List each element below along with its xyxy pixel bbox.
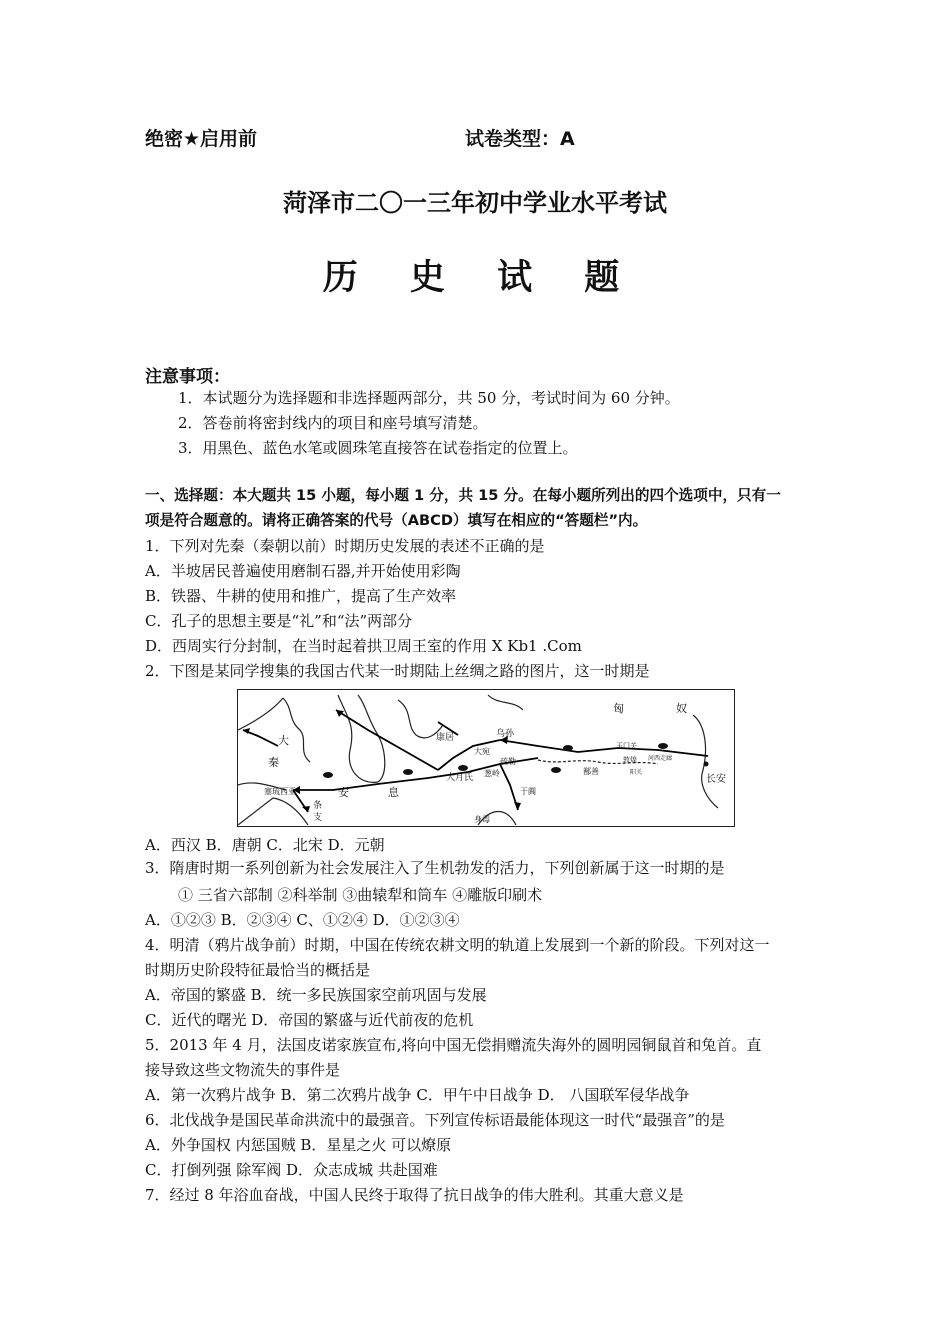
q7-stem: 7．经过 8 年浴血奋战，中国人民终于取得了抗日战争的伟大胜利。其重大意义是: [145, 1186, 684, 1204]
map-label-seleucia: 塞琉西亚: [264, 787, 296, 796]
map-label-anxi1: 安: [338, 786, 349, 799]
map-label-wusun: 乌孙: [496, 729, 515, 739]
q4-options-cd: C．近代的曙光 D．帝国的繁盛与近代前夜的危机: [145, 1011, 474, 1029]
map-label-qin: 秦: [268, 756, 279, 769]
notice-item-1: 1．本试题分为选择题和非选择题两部分，共 50 分，考试时间为 60 分钟。: [178, 389, 680, 407]
map-label-yutian: 于阗: [520, 787, 536, 796]
exam-title: 菏泽市二〇一三年初中学业水平考试: [283, 189, 667, 217]
map-label-dayuan: 大宛: [474, 747, 490, 756]
map-label-dayuezhi: 大月氏: [446, 773, 474, 783]
silk-road-map: [237, 689, 735, 827]
q1-option-b: B．铁器、牛耕的使用和推广，提高了生产效率: [145, 587, 457, 605]
notice-item-2: 2．答卷前将密封线内的项目和座号填写清楚。: [178, 414, 488, 432]
q5-stem-line1: 5．2013 年 4 月，法国皮诺家族宣布,将向中国无偿捐赠流失海外的圆明园铜鼠首和兔首。直: [145, 1036, 762, 1054]
q3-stem: 3．隋唐时期一系列创新为社会发展注入了生机勃发的活力，下列创新属于这一时期的是: [145, 859, 725, 877]
map-label-zhi: 支: [313, 813, 323, 823]
section1-instructions-line1: 一、选择题：本大题共 15 小题，每小题 1 分，共 15 分。在每小题所列出的四个选项中，只有一: [145, 487, 781, 504]
map-label-da: 大: [278, 734, 289, 747]
q5-stem-line2: 接导致这些文物流失的事件是: [145, 1061, 341, 1079]
map-label-anxi2: 息: [388, 786, 399, 799]
q6-stem: 6．北伐战争是国民革命洪流中的最强音。下列宣传标语最能体现这一时代“最强音”的是: [145, 1111, 725, 1129]
q1-stem: 1．下列对先秦（秦朝以前）时期历史发展的表述不正确的是: [145, 537, 545, 555]
map-label-shanshan: 鄯善: [583, 767, 599, 776]
notice-heading: 注意事项：: [145, 367, 230, 387]
q5-options: A．第一次鸦片战争 B．第二次鸦片战争 C．甲午中日战争 D． 八国联军侵华战争: [145, 1086, 690, 1104]
subject-title: 历 史 试 题: [322, 258, 640, 298]
map-label-shendu: 身毒: [474, 815, 490, 824]
q4-options-ab: A．帝国的繁盛 B．统一多民族国家空前巩固与发展: [145, 986, 487, 1004]
secret-label: 绝密★启用前: [145, 128, 258, 150]
q6-options-ab: A．外争国权 内惩国贼 B．星星之火 可以燎原: [145, 1136, 452, 1154]
map-label-dunhuang: 敦煌: [623, 756, 637, 764]
q3-options: A．①②③ B．②③④ C、①②④ D．①②③④: [145, 911, 460, 929]
q1-option-a: A．半坡居民普遍使用磨制石器,并开始使用彩陶: [145, 562, 461, 580]
q2-stem: 2．下图是某同学搜集的我国古代某一时期陆上丝绸之路的图片，这一时期是: [145, 662, 650, 680]
q1-option-d: D．西周实行分封制，在当时起着拱卫周王室的作用 X Kb1 .Com: [145, 637, 582, 655]
map-label-yumenguan: 玉门关: [616, 742, 637, 750]
q4-stem-line1: 4．明清（鸦片战争前）时期，中国在传统农耕文明的轨道上发展到一个新的阶段。下列对这一: [145, 936, 770, 954]
paper-type-label: 试卷类型：A: [465, 128, 575, 150]
notice-item-3: 3．用黑色、蓝色水笔或圆珠笔直接答在试卷指定的位置上。: [178, 439, 578, 457]
map-label-congling: 葱岭: [484, 769, 500, 778]
q4-stem-line2: 时期历史阶段特征最恰当的概括是: [145, 961, 371, 979]
map-label-hexi: 河西走廊: [648, 755, 673, 762]
q2-options: A．西汉 B．唐朝 C．北宋 D．元朝: [145, 836, 385, 854]
map-label-yangguan: 阳关: [630, 769, 643, 776]
map-label-tiao: 条: [313, 801, 323, 811]
map-label-xiongnu2: 奴: [676, 702, 687, 715]
map-label-changan: 长安: [706, 774, 726, 785]
q6-options-cd: C．打倒列强 除军阀 D．众志成城 共赴国难: [145, 1161, 438, 1179]
map-label-kangju: 康居: [436, 733, 455, 743]
map-label-xiongnu1: 匈: [613, 702, 624, 715]
section1-instructions-line2: 项是符合题意的。请将正确答案的代号（ABCD）填写在相应的“答题栏”内。: [145, 512, 648, 529]
map-label-shule: 疏勒: [500, 757, 516, 766]
q1-option-c: C．孔子的思想主要是“礼”和“法”两部分: [145, 612, 413, 630]
silk-road-map-drawing: [238, 690, 733, 825]
q3-items: ① 三省六部制 ②科举制 ③曲辕犁和筒车 ④雕版印刷术: [178, 886, 543, 904]
